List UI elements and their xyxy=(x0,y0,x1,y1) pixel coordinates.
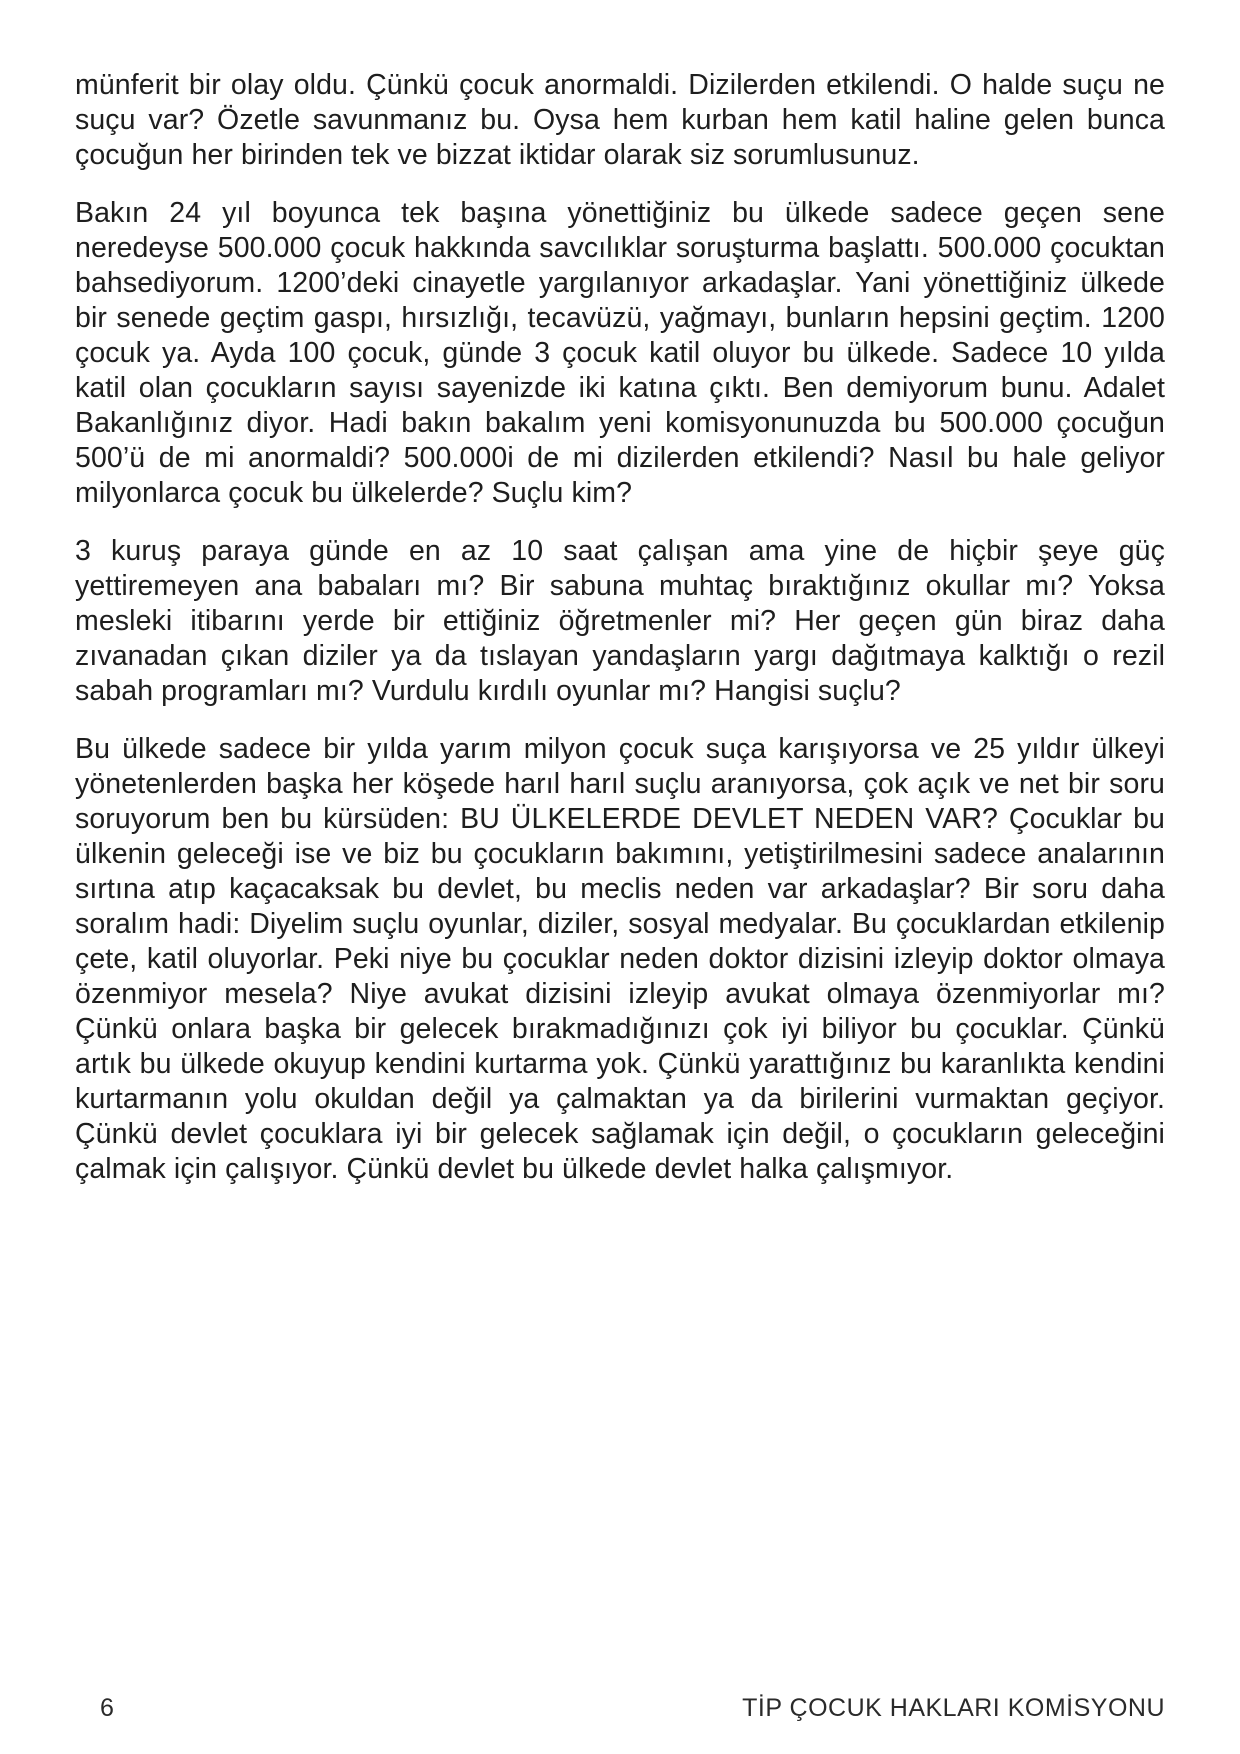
running-title: TİP ÇOCUK HAKLARI KOMİSYONU xyxy=(742,1694,1165,1722)
paragraph-4: Bu ülkede sadece bir yılda yarım milyon çocuk suça karışıyorsa ve 25 yıldır ülkeyi yönetenlerden başka her köşede harıl harıl suçlu aranıyorsa, çok açık ve net bir soru soruyorum ben bu kürsüden: BU ÜLKELERDE DEVLET NEDEN VAR? Çocuklar bu ülkenin geleceği ise ve biz bu çocukların bakımını, yetiştirilmesini sadece analarının sırtına atıp kaçacaksak bu devlet, bu meclis neden var arkadaşlar? Bir soru daha soralım hadi: Diyelim suçlu oyunlar, diziler, sosyal medyalar. Bu çocuklardan etkilenip çete, katil oluyorlar. Peki niye bu çocuklar neden doktor dizisini izleyip doktor olmaya özenmiyor mesela? Niye avukat dizisini izleyip avukat olmaya özenmiyorlar mı? Çünkü onlara başka bir gelecek bırakmadığınızı çok iyi biliyor bu çocuklar. Çünkü artık bu ülkede okuyup kendini kurtarma yok. Çünkü yarattığınız bu karanlıkta kendini kurtarmanın yolu okuldan değil ya çalmaktan ya da birilerini vurmaktan geçiyor. Çünkü devlet çocuklara iyi bir gelecek sağlamak için değil, o çocukların geleceğini çalmak için çalışıyor. Çünkü devlet bu ülkede devlet halka çalışmıyor. xyxy=(75,733,1165,1185)
page-footer xyxy=(0,1691,1240,1725)
paragraph-1: münferit bir olay oldu. Çünkü çocuk anormaldi. Dizilerden etkilendi. O halde suçu ne suçu var? Özetle savunmanız bu. Oysa hem kurban hem katil haline gelen bunca çocuğun her birinden tek ve bizzat iktidar olarak siz sorumlusunuz. xyxy=(75,69,1165,171)
paragraph-3: 3 kuruş paraya günde en az 10 saat çalışan ama yine de hiçbir şeye güç yettiremeyen ana babaları mı? Bir sabuna muhtaç bıraktığınız okullar mı? Yoksa mesleki itibarını yerde bir ettiğiniz öğretmenler mi? Her geçen gün biraz daha zıvanadan çıkan diziler ya da tıslayan yandaşların yargı dağıtmaya kalktığı o rezil sabah programları mı? Vurdulu kırdılı oyunlar mı? Hangisi suçlu? xyxy=(75,535,1165,707)
page-number: 6 xyxy=(100,1694,114,1722)
paragraph-2: Bakın 24 yıl boyunca tek başına yönettiğiniz bu ülkede sadece geçen sene neredeyse 500.000 çocuk hakkında savcılıklar soruşturma başlattı. 500.000 çocuktan bahsediyorum. 1200’deki cinayetle yargılanıyor arkadaşlar. Yani yönettiğiniz ülkede bir senede geçtim gaspı, hırsızlığı, tecavüzü, yağmayı, bunların hepsini geçtim. 1200 çocuk ya. Ayda 100 çocuk, günde 3 çocuk katil oluyor bu ülkede. Sadece 10 yılda katil olan çocukların sayısı sayenizde iki katına çıktı. Ben demiyorum bunu. Adalet Bakanlığınız diyor. Hadi bakın bakalım yeni komisyonunuzda bu 500.000 çocuğun 500’ü de mi anormaldi? 500.000i de mi dizilerden etkilendi? Nasıl bu hale geliyor milyonlarca çocuk bu ülkelerde? Suçlu kim? xyxy=(75,197,1165,509)
body-text xyxy=(75,68,1165,1210)
